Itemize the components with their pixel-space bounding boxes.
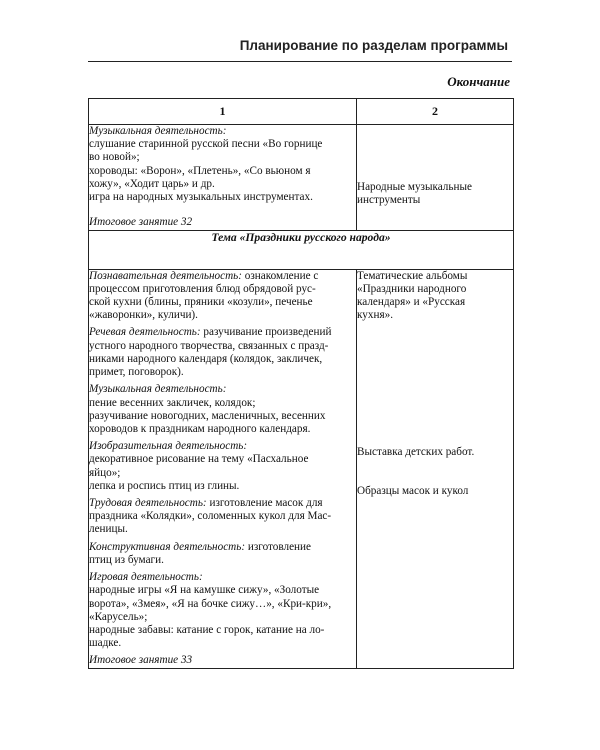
activity-line: «жаворонки», куличи). (89, 309, 198, 322)
music-materials-cell (357, 125, 514, 231)
activity-line: ворота», «Змея», «Я на бочке сижу…», «Кри-кри», (89, 597, 332, 610)
materials-line: инструменты (357, 194, 421, 207)
activity-line: народные игры «Я на камушке сижу», «Золотые (89, 584, 320, 597)
cognitive-activity (89, 270, 356, 323)
final-lesson-33: Итоговое занятие 33 (89, 654, 193, 667)
activity-label: Трудовая деятельность: (89, 497, 207, 510)
labor-activity (89, 497, 356, 537)
activity-label: Музыкальная деятельность: (89, 383, 227, 396)
activity-line: праздника «Колядки», соломенных кукол для Мас- (89, 510, 332, 523)
music-section-row (89, 125, 514, 231)
activity-label: Изобразительная деятельность: (89, 440, 248, 453)
activity-line: народные забавы: катание с горок, катание на ло- (89, 624, 325, 636)
activity-line: ской кухни (блины, пряники «козули», печенье (89, 295, 313, 308)
final-lesson-32: Итоговое занятие 32 (89, 216, 193, 229)
visual-art-activity (89, 440, 356, 493)
header-row (89, 99, 514, 125)
activity-line: шадке. (89, 637, 122, 650)
activity-line: хороводов к праздникам народного календаря. (89, 422, 311, 435)
activity-line: птиц из бумаги. (89, 553, 164, 566)
albums-note (357, 270, 513, 323)
activity-line: никами народного календаря (колядок, закличек, (89, 352, 323, 365)
materials-line: Народные музыкальные (357, 181, 472, 193)
holiday-activities-cell (89, 269, 357, 668)
music-activity-line: во новой»; (89, 151, 140, 164)
music-activity-line: хороводы: «Ворон», «Плетень», «Со вьюном я (89, 164, 311, 177)
activity-line: леницы. (89, 523, 128, 536)
activity-line: примет, поговорок). (89, 366, 184, 379)
activity-text: ознакомление с (242, 269, 319, 282)
activity-text: разучивание произведений (200, 326, 332, 339)
activity-line: яйцо»; (89, 466, 121, 479)
column-header-1: 1 (89, 99, 357, 125)
music-activities-cell (89, 125, 357, 231)
music-activity-line: слушание старинной русской песни «Во горнице (89, 138, 323, 151)
activity-label: Речевая деятельность: (89, 326, 201, 339)
activity-line: декоративное рисование на тему «Пасхальное (89, 453, 309, 466)
activity-line: «Карусель»; (89, 610, 148, 623)
exhibition-note: Выставка детских работ. (357, 446, 475, 459)
activity-line: разучивание новогодних, масленичных, весенних (89, 409, 326, 422)
materials-line: Тематические альбомы (357, 269, 468, 282)
activity-text: изготовление (245, 540, 311, 553)
topic-title: Тема «Праздники русского народа» (89, 230, 514, 269)
music-activity-label: Музыкальная деятельность: (89, 125, 227, 137)
samples-note: Образцы масок и кукол (357, 484, 469, 497)
topic-row (89, 230, 514, 269)
header-rule (88, 61, 512, 62)
music-activity-line: игра на народных музыкальных инструментах. (89, 191, 313, 204)
activity-line: лепка и роспись птиц из глины. (89, 479, 240, 492)
activity-text: изготовление масок для (206, 497, 323, 510)
materials-line: «Праздники народного (357, 282, 467, 295)
continuation-label: Окончание (447, 74, 510, 89)
activity-line: пение весенних закличек, колядок; (89, 396, 256, 409)
music-activity (89, 383, 356, 436)
holidays-section-row (89, 269, 514, 668)
holiday-materials-cell (357, 269, 514, 668)
activity-label: Конструктивная деятельность: (89, 540, 246, 553)
column-header-2: 2 (357, 99, 514, 125)
plan-table (88, 98, 514, 669)
activity-label: Игровая деятельность: (89, 571, 203, 584)
play-activity (89, 571, 356, 650)
activity-line: процессом приготовления блюд обрядовой рус- (89, 282, 316, 295)
construction-activity (89, 541, 356, 567)
materials-line: кухня». (357, 309, 393, 322)
speech-activity (89, 326, 356, 379)
activity-line: устного народного творчества, связанных с празд- (89, 339, 329, 352)
music-activity-line: хожу», «Ходит царь» и др. (89, 177, 215, 190)
activity-label: Познавательная деятельность: (89, 269, 242, 282)
materials-line: календаря» и «Русская (357, 295, 466, 308)
running-head: Планирование по разделам программы (239, 38, 508, 53)
